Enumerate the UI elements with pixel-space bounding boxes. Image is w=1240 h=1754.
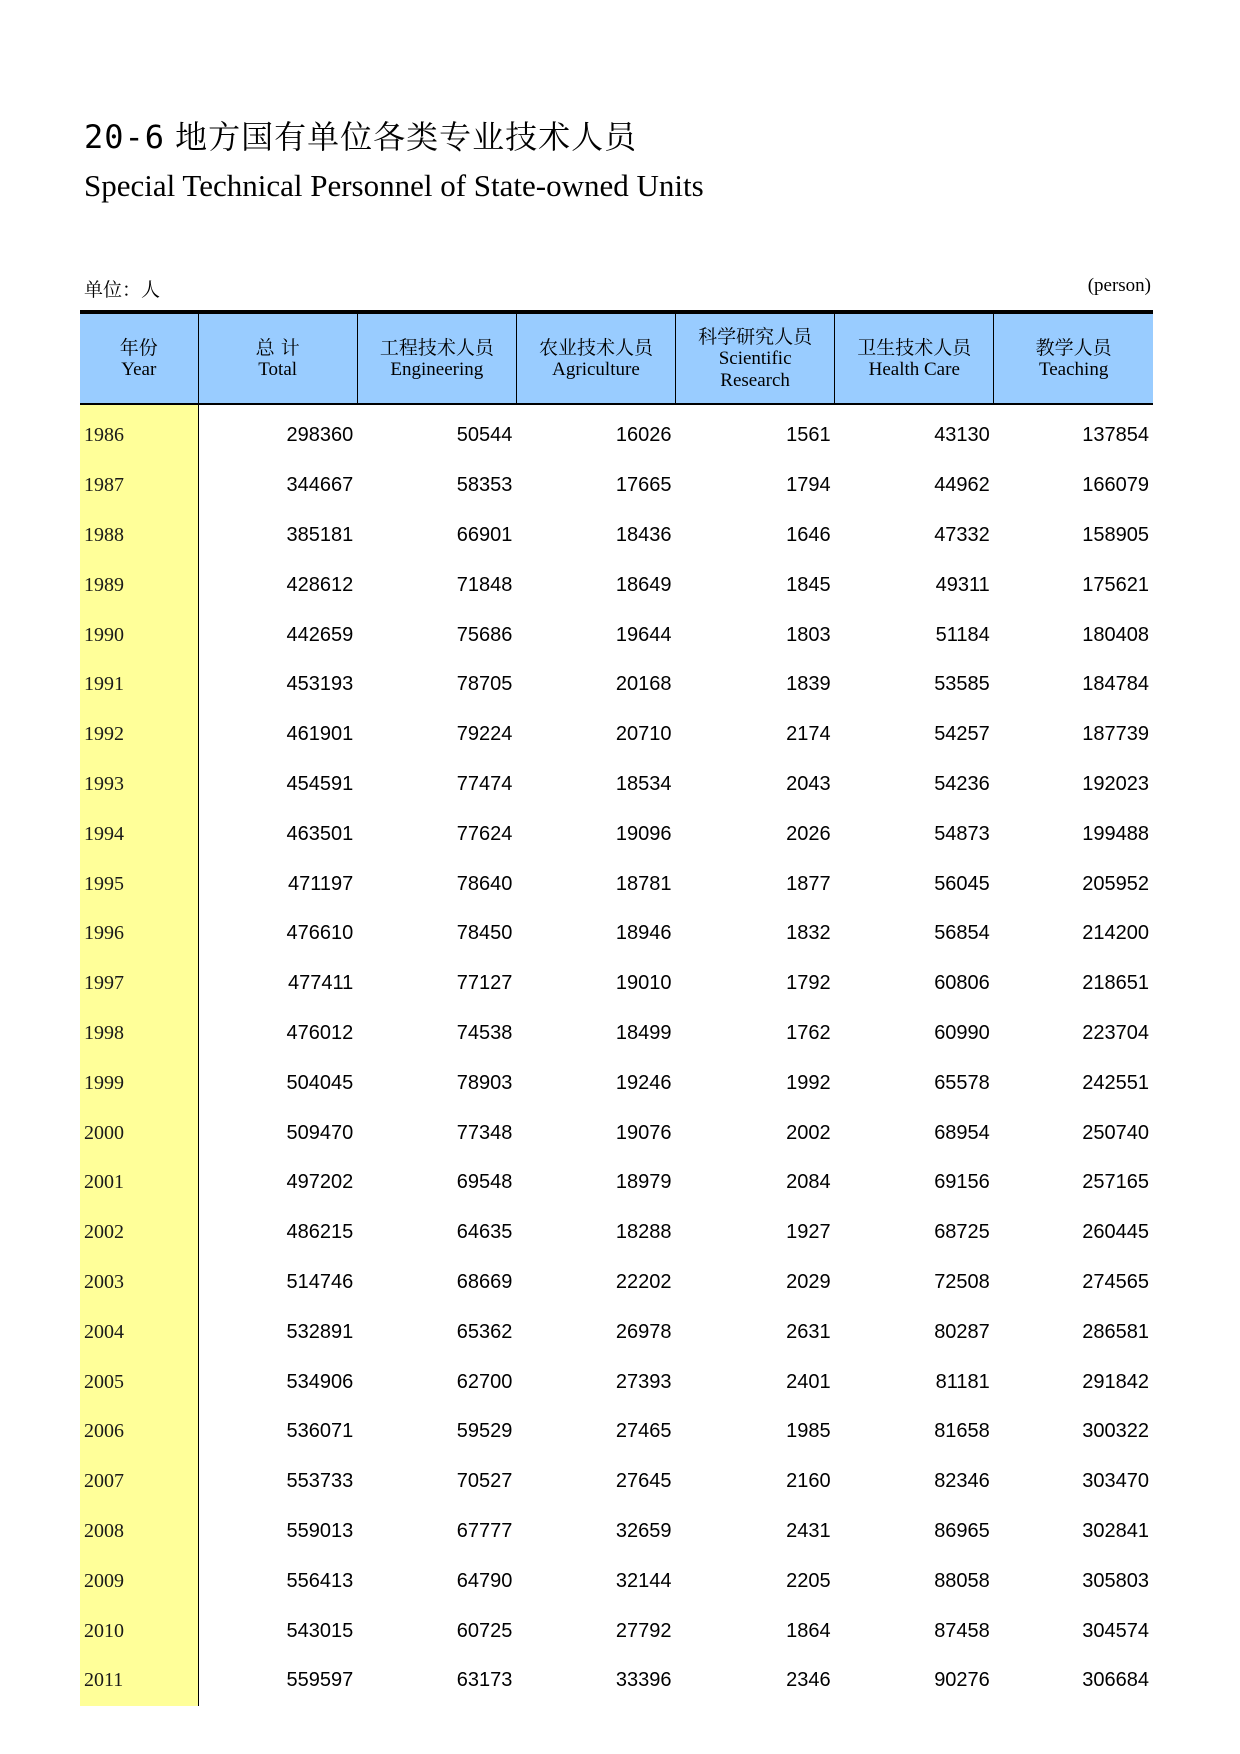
column-header-en: Engineering [390,358,484,380]
table-row [80,1507,1153,1557]
cell-year: 1987 [80,461,198,511]
cell-health-care: 86965 [934,1519,990,1542]
cell-scientific-research: 1845 [786,573,831,596]
table-row [80,461,1153,511]
cell-engineering: 77348 [456,1121,513,1144]
cell-agriculture: 18534 [615,772,672,795]
cell-scientific-research: 1762 [786,1021,831,1044]
cell-agriculture: 18649 [615,573,672,596]
cell-year: 2007 [80,1457,198,1507]
cell-total: 471197 [287,872,354,895]
cell-agriculture: 17665 [615,474,672,497]
cell-total: 385181 [286,523,354,546]
cell-year: 2010 [80,1606,198,1656]
table-row [80,660,1153,710]
column-header-cn: 科学研究人员 [698,325,813,348]
cell-teaching: 192023 [1082,772,1149,795]
cell-agriculture: 20710 [615,723,672,746]
cell-health-care: 81658 [934,1420,990,1443]
cell-total: 514746 [286,1270,354,1293]
cell-scientific-research: 2174 [786,723,831,746]
cell-teaching: 302841 [1082,1519,1149,1542]
cell-scientific-research: 1646 [786,523,831,546]
cell-scientific-research: 1927 [786,1221,831,1244]
cell-total: 454591 [286,772,354,795]
table-row [80,1407,1153,1457]
cell-teaching: 306684 [1082,1669,1149,1692]
cell-health-care: 88058 [934,1569,990,1592]
cell-year: 1994 [80,809,198,859]
cell-health-care: 65578 [934,1071,990,1094]
cell-teaching: 257165 [1082,1171,1149,1194]
cell-year: 2003 [80,1258,198,1308]
cell-agriculture: 19246 [615,1071,672,1094]
cell-engineering: 78705 [456,673,513,696]
cell-scientific-research: 1832 [786,922,831,945]
cell-engineering: 70527 [456,1470,513,1493]
cell-engineering: 68669 [456,1270,513,1293]
cell-teaching: 158905 [1082,523,1149,546]
cell-year: 1999 [80,1058,198,1108]
cell-total: 559597 [286,1669,354,1692]
cell-total: 497202 [286,1171,354,1194]
cell-year: 2000 [80,1108,198,1158]
table-row [80,859,1153,909]
data-table-container [80,310,1153,1706]
cell-total: 476610 [286,922,354,945]
table-row [80,1307,1153,1357]
cell-total: 344667 [286,474,354,497]
cell-scientific-research: 2002 [786,1121,831,1144]
cell-year: 1989 [80,560,198,610]
cell-scientific-research: 2401 [786,1370,831,1393]
cell-agriculture: 18781 [615,872,672,895]
cell-engineering: 62700 [456,1370,513,1393]
page-title-cn [84,112,637,158]
cell-year: 2005 [80,1357,198,1407]
cell-agriculture: 33396 [615,1669,672,1692]
cell-scientific-research: 1985 [786,1420,831,1443]
cell-scientific-research: 1794 [786,474,831,497]
table-row [80,1606,1153,1656]
cell-year: 1992 [80,710,198,760]
cell-year: 2011 [80,1656,198,1706]
cell-teaching: 223704 [1082,1021,1149,1044]
cell-agriculture: 22202 [615,1270,672,1293]
column-header-scientific-research [676,312,835,404]
cell-engineering: 69548 [456,1171,513,1194]
table-row [80,1108,1153,1158]
cell-total: 543015 [286,1619,354,1642]
cell-year: 1995 [80,859,198,909]
column-header-health-care [835,312,994,404]
personnel-table [80,310,1153,1706]
cell-teaching: 137854 [1082,424,1149,447]
table-row [80,959,1153,1009]
cell-health-care: 80287 [934,1320,990,1343]
table-row [80,1556,1153,1606]
cell-agriculture: 26978 [615,1320,672,1343]
table-row [80,1656,1153,1706]
cell-health-care: 72508 [934,1270,990,1293]
cell-health-care: 68954 [934,1121,990,1144]
cell-engineering: 78640 [456,872,513,895]
cell-year: 1988 [80,511,198,561]
cell-health-care: 54873 [934,822,990,845]
cell-health-care: 47332 [934,523,990,546]
cell-agriculture: 18436 [615,523,672,546]
cell-health-care: 56854 [934,922,990,945]
cell-health-care: 43130 [934,424,990,447]
cell-scientific-research: 1877 [786,872,831,895]
cell-teaching: 205952 [1082,872,1149,895]
cell-total: 509470 [286,1121,354,1144]
cell-health-care: 82346 [934,1470,990,1493]
cell-teaching: 166079 [1082,474,1149,497]
cell-total: 553733 [286,1470,354,1493]
cell-agriculture: 19096 [615,822,672,845]
cell-year: 1986 [80,404,198,461]
table-row [80,1208,1153,1258]
column-header-en: Total [258,358,298,380]
cell-agriculture: 18499 [615,1021,672,1044]
cell-total: 556413 [286,1569,354,1592]
cell-health-care: 81181 [935,1370,990,1393]
cell-agriculture: 32659 [615,1519,672,1542]
cell-teaching: 175621 [1082,573,1149,596]
cell-scientific-research: 1864 [786,1619,831,1642]
cell-teaching: 218651 [1082,972,1149,995]
cell-health-care: 56045 [934,872,990,895]
cell-engineering: 75686 [456,623,513,646]
cell-engineering: 67777 [456,1519,513,1542]
column-header-cn: 工程技术人员 [379,336,494,359]
column-header-cn: 卫生技术人员 [857,336,972,359]
column-header-en: Teaching [1038,358,1109,380]
cell-health-care: 90276 [934,1669,990,1692]
cell-engineering: 60725 [456,1619,513,1642]
cell-engineering: 78450 [456,922,513,945]
table-row [80,1457,1153,1507]
table-row [80,760,1153,810]
cell-health-care: 51184 [935,623,990,646]
cell-teaching: 187739 [1082,723,1149,746]
cell-total: 477411 [287,972,354,995]
cell-scientific-research: 2160 [786,1470,831,1493]
cell-teaching: 304574 [1082,1619,1149,1642]
cell-engineering: 66901 [456,523,513,546]
cell-teaching: 286581 [1082,1320,1149,1343]
cell-year: 2002 [80,1208,198,1258]
cell-engineering: 79224 [456,723,513,746]
cell-health-care: 53585 [934,673,990,696]
page-title-en: Special Technical Personnel of State-owned Units [84,168,704,203]
column-header-cn: 总 计 [255,336,300,359]
cell-total: 453193 [286,673,354,696]
table-row [80,1357,1153,1407]
table-row [80,909,1153,959]
cell-total: 298360 [286,424,354,447]
cell-total: 532891 [286,1320,354,1343]
cell-teaching: 199488 [1082,822,1149,845]
cell-year: 2006 [80,1407,198,1457]
cell-health-care: 54236 [934,772,990,795]
cell-teaching: 260445 [1082,1221,1149,1244]
cell-scientific-research: 2631 [786,1320,831,1343]
table-header-row [80,312,1153,404]
cell-scientific-research: 1561 [786,424,831,447]
column-header-cn: 年份 [119,336,158,359]
cell-year: 2009 [80,1556,198,1606]
table-row [80,404,1153,461]
cell-total: 504045 [286,1071,354,1094]
cell-engineering: 65362 [456,1320,513,1343]
cell-engineering: 63173 [456,1669,513,1692]
cell-year: 1991 [80,660,198,710]
cell-agriculture: 27645 [615,1470,672,1493]
cell-total: 461901 [286,723,354,746]
cell-scientific-research: 2346 [786,1669,831,1692]
cell-teaching: 214200 [1082,922,1149,945]
cell-teaching: 300322 [1082,1420,1149,1443]
column-header-cn: 农业技术人员 [538,336,653,359]
cell-scientific-research: 1792 [786,972,831,995]
column-header-en: Scientific Research [718,347,792,391]
cell-agriculture: 27465 [615,1420,672,1443]
table-row [80,1009,1153,1059]
cell-engineering: 77624 [456,822,513,845]
cell-teaching: 305803 [1082,1569,1149,1592]
cell-engineering: 78903 [456,1071,513,1094]
cell-health-care: 54257 [934,723,990,746]
table-row [80,809,1153,859]
cell-teaching: 274565 [1082,1270,1149,1293]
cell-scientific-research: 2431 [786,1519,831,1542]
cell-scientific-research: 1803 [786,623,831,646]
cell-total: 442659 [286,623,354,646]
cell-total: 486215 [286,1221,354,1244]
column-header-total [198,312,357,404]
cell-total: 536071 [286,1420,354,1443]
cell-year: 1997 [80,959,198,1009]
cell-agriculture: 20168 [615,673,672,696]
cell-teaching: 180408 [1082,623,1149,646]
cell-agriculture: 27792 [615,1619,672,1642]
unit-label-cn: 单位：人 [84,279,161,301]
table-row [80,610,1153,660]
table-row [80,560,1153,610]
cell-teaching: 303470 [1082,1470,1149,1493]
cell-health-care: 44962 [934,474,990,497]
cell-scientific-research: 2026 [786,822,831,845]
column-header-engineering [357,312,516,404]
table-row [80,1058,1153,1108]
column-header-en: Agriculture [552,358,640,380]
cell-year: 2001 [80,1158,198,1208]
cell-health-care: 49311 [935,573,990,596]
cell-teaching: 242551 [1082,1071,1149,1094]
cell-engineering: 58353 [456,474,513,497]
unit-label-en: (person) [1087,275,1151,296]
cell-engineering: 77127 [456,972,513,995]
table-row [80,1258,1153,1308]
cell-scientific-research: 2205 [786,1569,831,1592]
cell-agriculture: 19010 [615,972,672,995]
table-row [80,710,1153,760]
cell-health-care: 68725 [934,1221,990,1244]
cell-health-care: 87458 [934,1619,990,1642]
cell-engineering: 77474 [456,772,513,795]
cell-agriculture: 27393 [615,1370,672,1393]
table-row [80,511,1153,561]
column-header-en: Year [121,358,157,380]
cell-engineering: 71848 [456,573,513,596]
cell-teaching: 250740 [1082,1121,1149,1144]
cell-health-care: 69156 [934,1171,990,1194]
column-header-cn: 教学人员 [1035,336,1112,359]
cell-health-care: 60990 [934,1021,990,1044]
cell-scientific-research: 2084 [786,1171,831,1194]
cell-year: 1996 [80,909,198,959]
cell-engineering: 74538 [456,1021,513,1044]
cell-total: 463501 [286,822,354,845]
cell-year: 2004 [80,1307,198,1357]
cell-total: 476012 [286,1021,354,1044]
cell-agriculture: 19644 [615,623,672,646]
cell-agriculture: 18979 [615,1171,672,1194]
cell-engineering: 50544 [456,424,513,447]
cell-agriculture: 16026 [615,424,672,447]
cell-health-care: 60806 [934,972,990,995]
cell-agriculture: 19076 [615,1121,672,1144]
cell-teaching: 184784 [1082,673,1149,696]
cell-agriculture: 32144 [615,1569,672,1592]
cell-scientific-research: 2043 [786,772,831,795]
cell-agriculture: 18288 [615,1221,672,1244]
cell-engineering: 64790 [456,1569,513,1592]
cell-year: 2008 [80,1507,198,1557]
cell-scientific-research: 1839 [786,673,831,696]
cell-teaching: 291842 [1082,1370,1149,1393]
cell-total: 559013 [286,1519,354,1542]
column-header-agriculture [516,312,675,404]
cell-engineering: 59529 [456,1420,513,1443]
cell-total: 428612 [286,573,354,596]
column-header-en: Health Care [868,358,960,380]
cell-engineering: 64635 [456,1221,513,1244]
column-header-year [80,312,198,404]
cell-scientific-research: 1992 [786,1071,831,1094]
cell-year: 1998 [80,1009,198,1059]
cell-agriculture: 18946 [615,922,672,945]
cell-total: 534906 [286,1370,354,1393]
table-number: 20-6 [84,118,166,156]
cell-year: 1993 [80,760,198,810]
cell-year: 1990 [80,610,198,660]
column-header-teaching [994,312,1153,404]
table-row [80,1158,1153,1208]
table-body [80,404,1153,1706]
title-cn-text: 地方国有单位各类专业技术人员 [175,118,638,156]
cell-scientific-research: 2029 [786,1270,831,1293]
